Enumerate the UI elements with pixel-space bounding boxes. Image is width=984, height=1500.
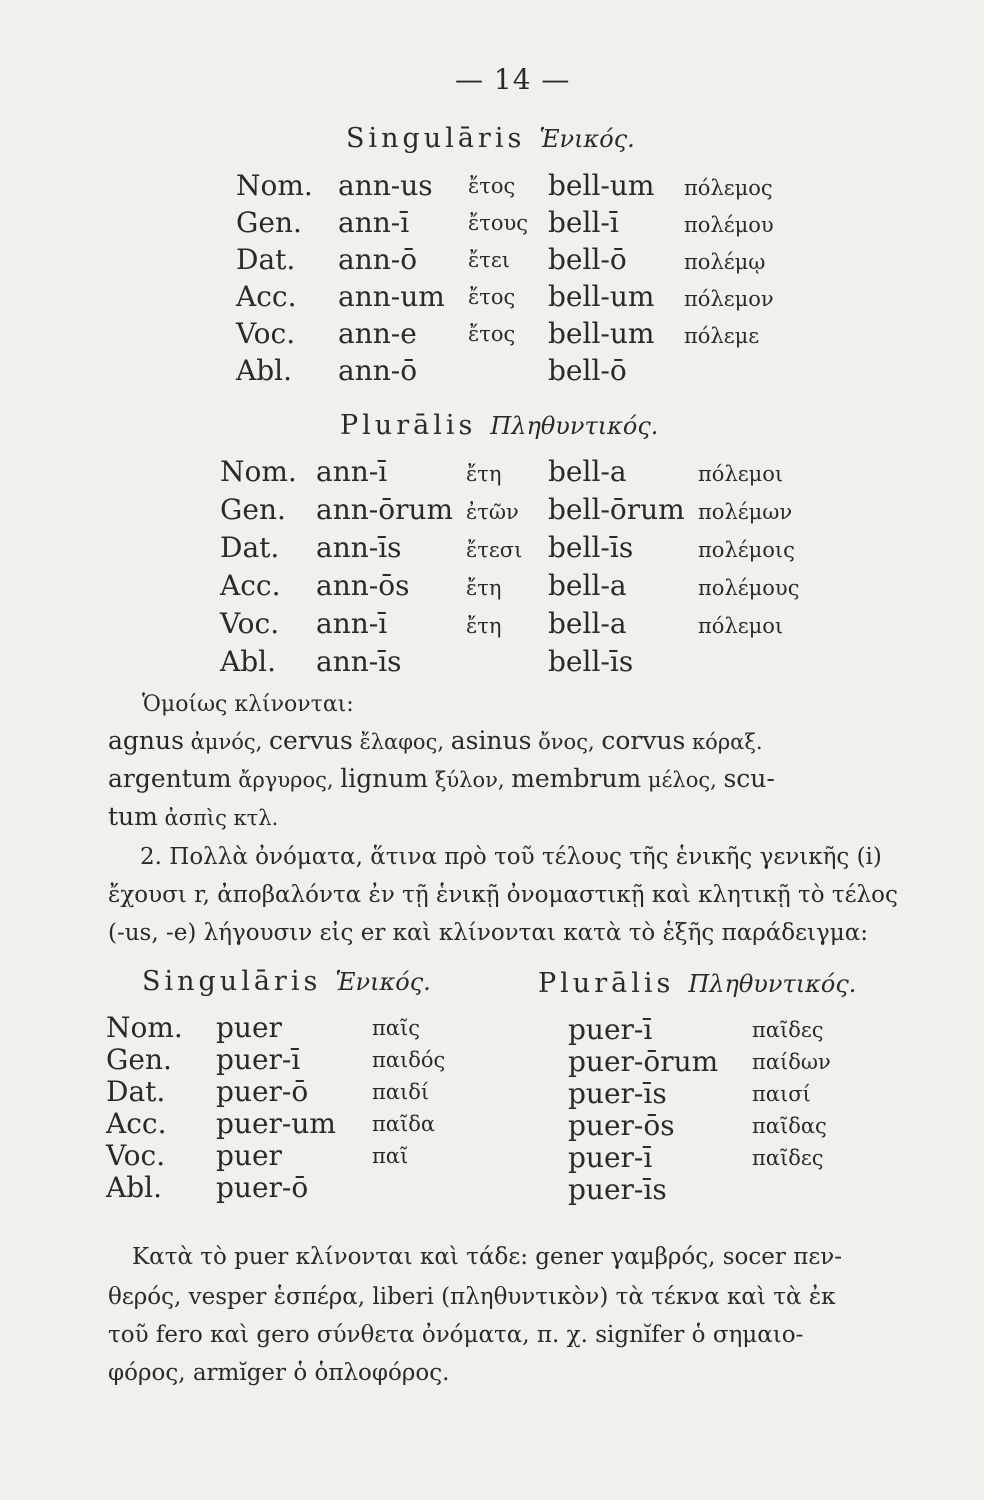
puer-plural-heading-latin: Plurālis: [538, 968, 675, 999]
example-gloss: κόραξ.: [685, 730, 763, 754]
latin-form-annus: ann-ō: [338, 243, 418, 276]
latin-form-annus: ann-īs: [316, 645, 402, 678]
example-word: lignum: [340, 764, 429, 793]
example-gloss: ἀμνός,: [183, 730, 269, 754]
greek-form-etos: ἔτος: [468, 285, 516, 309]
greek-form-etos: ἐτῶν: [466, 500, 519, 524]
closing-line-3: τοῦ fero καὶ gero σύνθετα ὀνόματα, π. χ. signĭfer ὁ σημαιο-: [108, 1322, 804, 1348]
rule2-line-1: 2. Πολλὰ ὀνόματα, ἅτινα πρὸ τοῦ τέλους τῆς ἑνικῆς γενικῆς (i): [140, 844, 882, 870]
latin-form-annus: ann-ōrum: [316, 493, 454, 526]
latin-form-bellum: bell-a: [548, 455, 627, 488]
greek-plural-form: παίδων: [752, 1050, 831, 1074]
greek-form-etos: ἔτος: [468, 174, 516, 198]
greek-form-polemos: πόλεμος: [684, 176, 773, 200]
latin-singular-form: puer-ī: [216, 1043, 301, 1076]
greek-form-etos: ἔτεσι: [466, 538, 523, 562]
example-word: corvus: [601, 726, 686, 755]
case-label: Dat.: [220, 531, 280, 564]
greek-form-etos: ἔτη: [466, 462, 502, 486]
latin-plural-form: puer-īs: [568, 1173, 667, 1206]
example-word: agnus: [108, 726, 184, 755]
latin-form-bellum: bell-a: [548, 569, 627, 602]
greek-form-polemos: πόλεμον: [684, 287, 774, 311]
rule2-line-2: ἔχουσι r, ἀποβαλόντα ἐν τῇ ἑνικῇ ὀνομαστικῇ καὶ κλητικῇ τὸ τέλος: [108, 882, 898, 908]
case-label: Acc.: [106, 1107, 167, 1140]
singular-heading-latin: Singulāris: [346, 123, 526, 154]
case-label: Abl.: [236, 354, 292, 387]
latin-form-bellum: bell-ī: [548, 206, 619, 239]
latin-singular-form: puer: [216, 1139, 282, 1172]
closing-line-4: φόρος, armĭger ὁ ὁπλοφόρος.: [108, 1360, 450, 1386]
example-word: scu-: [723, 764, 775, 793]
latin-form-annus: ann-īs: [316, 531, 402, 564]
latin-form-bellum: bell-um: [548, 169, 655, 202]
greek-form-etos: ἔτους: [468, 211, 529, 235]
example-gloss: ἔλαφος,: [352, 730, 451, 754]
greek-singular-form: παῖς: [372, 1016, 420, 1040]
latin-form-bellum: bell-īs: [548, 531, 634, 564]
closing-line-2: θερός, vesper ἑσπέρα, liberi (πληθυντικὸν) τὰ τέκνα καὶ τὰ ἐκ: [108, 1284, 836, 1310]
latin-form-annus: ann-ōs: [316, 569, 410, 602]
latin-form-bellum: bell-īs: [548, 645, 634, 678]
greek-form-etos: ἔτος: [468, 322, 516, 346]
singular-heading-greek: Ἑνικός.: [539, 125, 635, 153]
puer-singular-heading-latin: Singulāris: [142, 966, 322, 997]
example-gloss: ὄνος,: [531, 730, 602, 754]
latin-form-annus: ann-us: [338, 169, 433, 202]
latin-plural-form: puer-ī: [568, 1013, 653, 1046]
greek-form-polemos: πόλεμοι: [698, 614, 784, 638]
page-number: — 14 —: [455, 63, 571, 96]
latin-plural-form: puer-ōs: [568, 1109, 675, 1142]
case-label: Nom.: [236, 169, 313, 202]
example-gloss: ξύλον,: [428, 768, 512, 792]
example-gloss: ἄργυρος,: [231, 768, 341, 792]
case-label: Voc.: [220, 607, 280, 640]
greek-form-polemos: πόλεμοι: [698, 462, 784, 486]
case-label: Gen.: [106, 1043, 172, 1076]
case-label: Abl.: [220, 645, 276, 678]
latin-form-bellum: bell-ō: [548, 243, 627, 276]
case-label: Voc.: [106, 1139, 166, 1172]
latin-form-bellum: bell-a: [548, 607, 627, 640]
similar-line-2: [108, 762, 908, 797]
rule2-line-3: (-us, -e) λήγουσιν εἰς er καὶ κλίνονται κατὰ τὸ ἑξῆς παράδειγμα:: [108, 920, 869, 946]
greek-singular-form: παιδί: [372, 1080, 430, 1104]
greek-form-polemos: πολέμῳ: [684, 250, 766, 274]
greek-plural-form: παισί: [752, 1082, 811, 1106]
case-label: Abl.: [106, 1171, 162, 1204]
singular-heading: [346, 125, 635, 152]
greek-singular-form: παῖ: [372, 1144, 409, 1168]
greek-form-polemos: πολέμου: [684, 213, 774, 237]
case-label: Dat.: [236, 243, 296, 276]
plural-heading: [340, 412, 658, 439]
puer-singular-heading-greek: Ἑνικός.: [335, 968, 431, 996]
similar-line-1: [108, 724, 908, 759]
latin-form-annus: ann-ī: [316, 455, 388, 488]
example-word: asinus: [450, 726, 532, 755]
case-label: Acc.: [236, 280, 297, 313]
greek-form-etos: ἔτει: [468, 248, 510, 272]
latin-plural-form: puer-ī: [568, 1141, 653, 1174]
closing-line-1: Κατὰ τὸ puer κλίνονται καὶ τάδε: gener γαμβρός, socer πεν-: [132, 1244, 842, 1270]
case-label: Gen.: [236, 206, 302, 239]
puer-singular-heading: [142, 968, 431, 995]
greek-form-polemos: πολέμοις: [698, 538, 795, 562]
greek-form-polemos: πολέμους: [698, 576, 800, 600]
example-word: membrum: [511, 764, 642, 793]
latin-form-annus: ann-e: [338, 317, 417, 350]
case-label: Gen.: [220, 493, 286, 526]
latin-form-annus: ann-ī: [316, 607, 388, 640]
greek-form-etos: ἔτη: [466, 614, 502, 638]
latin-singular-form: puer-ō: [216, 1075, 309, 1108]
latin-form-bellum: bell-ō: [548, 354, 627, 387]
latin-singular-form: puer-um: [216, 1107, 336, 1140]
example-gloss: μέλος,: [641, 768, 724, 792]
greek-form-polemos: πόλεμε: [684, 324, 760, 348]
latin-plural-form: puer-īs: [568, 1077, 667, 1110]
latin-singular-form: puer: [216, 1011, 282, 1044]
example-word: tum: [108, 802, 158, 831]
greek-singular-form: παιδός: [372, 1048, 446, 1072]
case-label: Dat.: [106, 1075, 166, 1108]
latin-plural-form: puer-ōrum: [568, 1045, 719, 1078]
case-label: Acc.: [220, 569, 281, 602]
example-word: argentum: [108, 764, 232, 793]
similar-line-3: [108, 800, 908, 835]
greek-plural-form: παῖδες: [752, 1146, 824, 1170]
latin-form-annus: ann-ō: [338, 354, 418, 387]
latin-form-bellum: bell-ōrum: [548, 493, 685, 526]
example-gloss: ἀσπὶς κτλ.: [157, 806, 279, 830]
latin-form-bellum: bell-um: [548, 280, 655, 313]
greek-singular-form: παῖδα: [372, 1112, 436, 1136]
greek-form-etos: ἔτη: [466, 576, 502, 600]
similar-label: Ὁμοίως κλίνονται:: [142, 692, 354, 717]
latin-singular-form: puer-ō: [216, 1171, 309, 1204]
greek-plural-form: παῖδες: [752, 1018, 824, 1042]
latin-form-bellum: bell-um: [548, 317, 655, 350]
puer-plural-heading-greek: Πληθυντικός.: [688, 970, 857, 998]
puer-plural-heading: [538, 970, 856, 997]
plural-heading-latin: Plurālis: [340, 410, 477, 441]
greek-form-polemos: πολέμων: [698, 500, 793, 524]
case-label: Nom.: [106, 1011, 183, 1044]
latin-form-annus: ann-um: [338, 280, 445, 313]
latin-form-annus: ann-ī: [338, 206, 410, 239]
example-word: cervus: [268, 726, 353, 755]
case-label: Nom.: [220, 455, 297, 488]
plural-heading-greek: Πληθυντικός.: [490, 412, 659, 440]
greek-plural-form: παῖδας: [752, 1114, 827, 1138]
case-label: Voc.: [236, 317, 296, 350]
